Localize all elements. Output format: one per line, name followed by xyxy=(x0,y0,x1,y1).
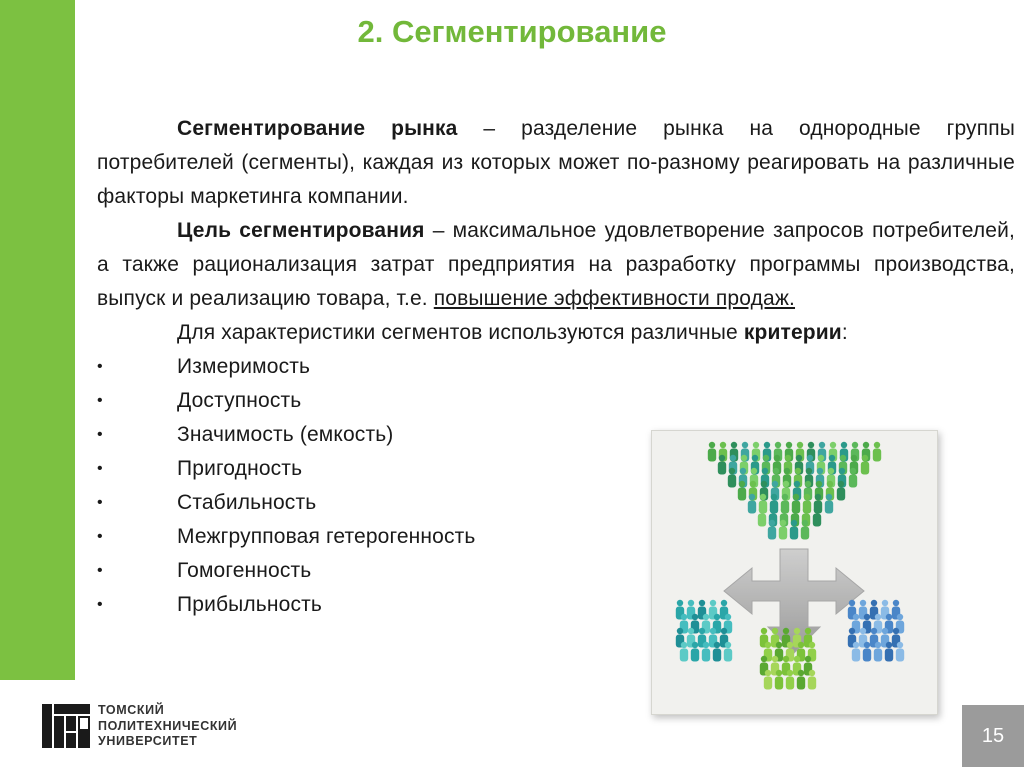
person-figure xyxy=(708,442,716,462)
person-figure xyxy=(768,520,776,540)
person-figure xyxy=(718,455,726,475)
goal-underlined-text: повышение эффективности продаж. xyxy=(433,287,796,310)
criteria-keyword: критерии xyxy=(743,321,842,344)
person-figure xyxy=(728,468,736,488)
bullet: • xyxy=(97,392,103,409)
criteria-item-label: Прибыльность xyxy=(177,593,322,616)
person-figure xyxy=(786,670,794,690)
person-figure xyxy=(801,520,809,540)
person-figure xyxy=(764,670,772,690)
person-figure xyxy=(825,494,833,514)
bullet: • xyxy=(97,494,103,511)
bullet: • xyxy=(97,528,103,545)
list-item xyxy=(97,384,1015,418)
person-figure xyxy=(779,520,787,540)
slide-title: 2. Сегментирование xyxy=(357,14,667,49)
bullet: • xyxy=(97,562,103,579)
criteria-item-label: Гомогенность xyxy=(177,559,312,582)
person-figure xyxy=(813,507,821,527)
person-figure xyxy=(738,481,746,501)
person-figure xyxy=(808,670,816,690)
tpu-logo-mark xyxy=(42,702,90,750)
person-figure xyxy=(863,642,871,662)
criteria-colon: : xyxy=(841,321,848,344)
criteria-intro xyxy=(97,316,1015,350)
person-figure xyxy=(680,642,688,662)
person-figure xyxy=(748,494,756,514)
person-figure xyxy=(758,507,766,527)
person-figure xyxy=(790,520,798,540)
criteria-intro-text: Для характеристики сегментов используются различные xyxy=(177,321,744,344)
person-figure xyxy=(713,642,721,662)
person-figure xyxy=(852,642,860,662)
goal-text: – максимальное удовлетворение запросов потребителей, а также рационализация затрат предприятия на разработку программы производства, выпуск и реализацию товара, т.е. xyxy=(97,219,1015,310)
person-figure xyxy=(874,642,882,662)
person-figure xyxy=(702,642,710,662)
left-accent-bar xyxy=(0,0,75,680)
goal-paragraph xyxy=(97,214,1015,316)
logo-line-3: УНИВЕРСИТЕТ xyxy=(98,734,198,748)
criteria-item-label: Измеримость xyxy=(177,355,311,378)
page-number: 15 xyxy=(962,705,1024,767)
person-figure xyxy=(724,642,732,662)
person-figure xyxy=(861,455,869,475)
segmentation-illustration xyxy=(651,430,938,715)
definition-paragraph xyxy=(97,112,1015,214)
definition-text: – разделение рынка на однородные группы потребителей (сегменты), каждая из которых может по-разному реагировать на различные факторы маркетинга компании. xyxy=(97,117,1015,208)
criteria-item-label: Пригодность xyxy=(177,457,303,480)
bullet: • xyxy=(97,460,103,477)
person-figure xyxy=(691,642,699,662)
person-figure xyxy=(885,642,893,662)
university-logo xyxy=(42,702,302,752)
person-figure xyxy=(797,670,805,690)
logo-text xyxy=(98,703,237,750)
criteria-item-label: Значимость (емкость) xyxy=(177,423,394,446)
person-figure xyxy=(775,670,783,690)
segmentation-illustration-svg xyxy=(652,431,937,714)
bullet: • xyxy=(97,358,103,375)
criteria-item-label: Доступность xyxy=(177,389,302,412)
criteria-item-label: Стабильность xyxy=(177,491,317,514)
person-figure xyxy=(873,442,881,462)
person-figure xyxy=(896,642,904,662)
goal-term: Цель сегментирования xyxy=(177,219,425,242)
logo-line-2: ПОЛИТЕХНИЧЕСКИЙ xyxy=(98,718,238,733)
list-item xyxy=(97,350,1015,384)
bullet: • xyxy=(97,426,103,443)
definition-term: Сегментирование рынка xyxy=(177,117,458,140)
bullet: • xyxy=(97,596,103,613)
person-figure xyxy=(849,468,857,488)
logo-line-1: ТОМСКИЙ xyxy=(98,703,165,717)
person-figure xyxy=(837,481,845,501)
criteria-item-label: Межгрупповая гетерогенность xyxy=(177,525,476,548)
